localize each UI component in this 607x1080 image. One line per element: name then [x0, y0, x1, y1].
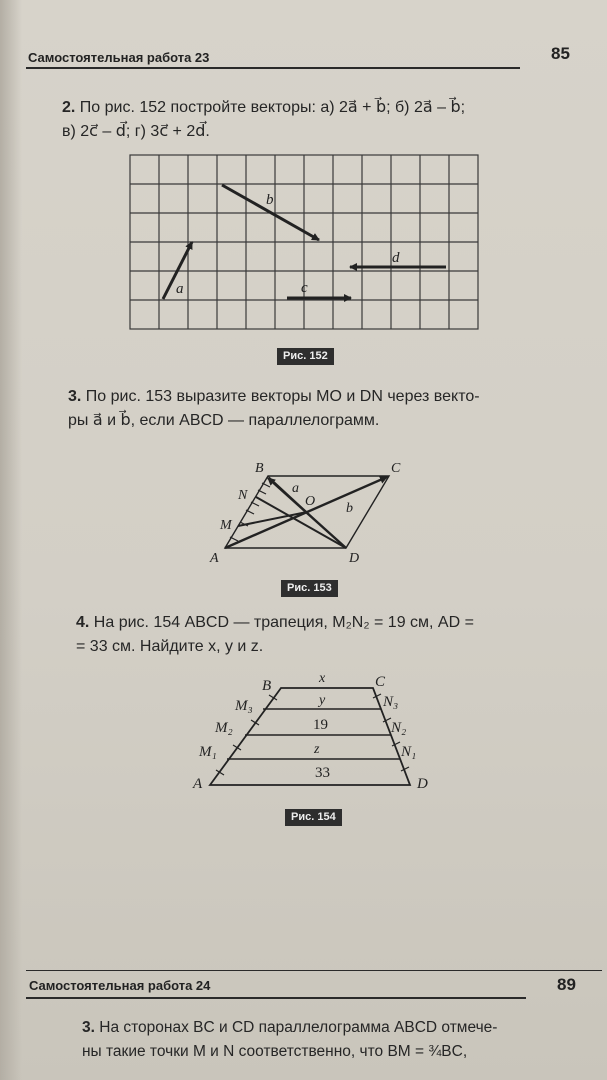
figure-152-caption: Рис. 152: [277, 348, 334, 365]
label-D-153: D: [349, 551, 360, 566]
footer-page-number: 89: [557, 975, 576, 994]
footer-section-title: Самостоятельная работа 24: [29, 978, 211, 993]
footer-rule: [26, 997, 526, 999]
problem-3-line1: По рис. 153 выразите векторы MO и DN через векто-: [85, 388, 480, 405]
footer-problem-number: 3.: [82, 1019, 95, 1036]
problem-4-line2: = 33 см. Найдите x, y и z.: [76, 638, 264, 655]
problem-2-line2: в) 2c⃗ – d⃗; г) 3c⃗ + 2d⃗.: [62, 123, 210, 140]
label-A-153: A: [210, 551, 219, 566]
problem-4-line1: На рис. 154 ABCD — трапеция, M₂N₂ = 19 см, AD =: [93, 614, 474, 631]
label-19: 19: [313, 717, 328, 733]
label-b-153: b⃗: [346, 501, 364, 516]
label-a-153: a⃗: [292, 481, 310, 496]
label-B-153: B: [255, 461, 264, 476]
label-A-154: A: [193, 776, 203, 792]
footer-top-rule: [26, 970, 602, 971]
problem-2-line1: По рис. 152 постройте векторы: а) 2a⃗ + b⃗; б) 2a⃗ – b⃗;: [79, 99, 466, 116]
label-C-154: C: [375, 674, 386, 690]
label-N2: N₂: [391, 720, 407, 736]
label-N1: N₁: [401, 744, 417, 760]
label-N-153: N: [238, 488, 248, 503]
label-C-153: C: [391, 461, 401, 476]
section-title: Самостоятельная работа 23: [28, 50, 210, 65]
label-D-154: D: [417, 776, 428, 792]
label-y: y: [319, 693, 326, 708]
page-number: 85: [551, 44, 570, 63]
label-z: z: [314, 742, 320, 757]
problem-2-number: 2.: [62, 99, 76, 116]
label-N3: N₃: [383, 694, 399, 710]
label-d: d⃗: [392, 250, 412, 266]
figure-154-caption: Рис. 154: [285, 809, 342, 826]
label-M1: M₁: [199, 744, 217, 760]
footer-problem-line2: ны такие точки M и N соответственно, что BM = ¾BC,: [82, 1043, 468, 1060]
footer-problem-3-text: [82, 1016, 602, 1064]
label-B-154: B: [262, 678, 272, 694]
label-M3: M₃: [235, 698, 253, 714]
problem-4-number: 4.: [76, 614, 90, 631]
label-b: b⃗: [266, 192, 286, 208]
problem-3-line2: ры a⃗ и b⃗, если ABCD — параллелограмм.: [68, 412, 380, 429]
label-M2: M₂: [215, 720, 233, 736]
label-c: c⃗: [301, 280, 320, 296]
label-a: a⃗: [176, 281, 196, 297]
label-O-153: O: [305, 494, 316, 509]
label-x: x: [319, 671, 326, 686]
label-33: 33: [315, 765, 330, 781]
label-M-153: M: [220, 518, 232, 533]
figure-153-caption: Рис. 153: [281, 580, 338, 597]
problem-3-number: 3.: [68, 388, 82, 405]
footer-problem-line1: На сторонах BC и CD параллелограмма ABCD отмече-: [99, 1019, 498, 1036]
